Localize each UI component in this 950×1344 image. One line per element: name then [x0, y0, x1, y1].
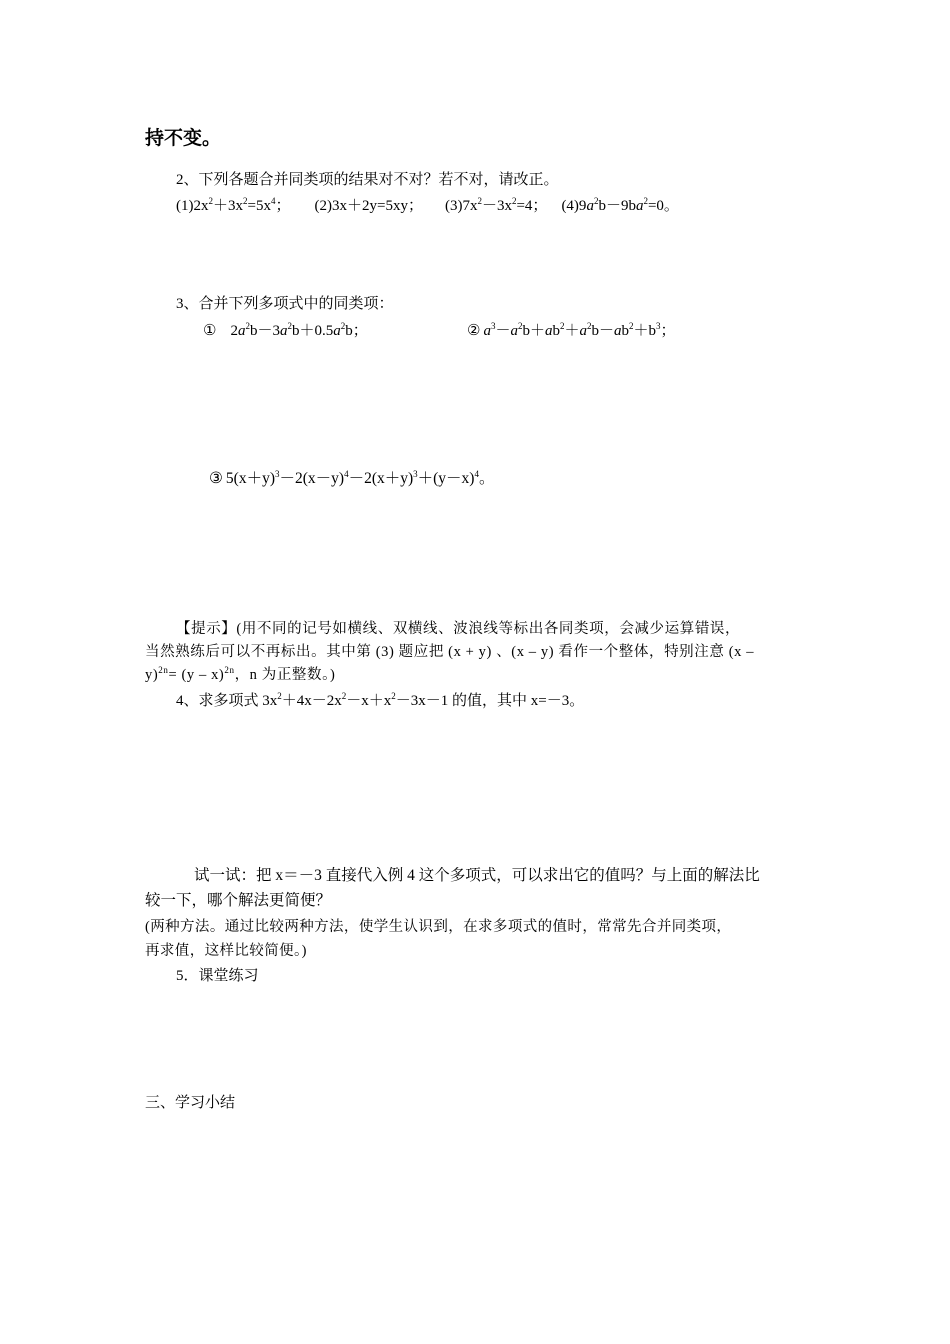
q2-item-2: (2)3x＋2y=5xy； [314, 198, 423, 214]
question-2-items [176, 197, 679, 215]
q3-item-2: ② $a^3-a^2b+ab^2+a^2b-ab^2+b^3$； [467, 321, 676, 339]
question-3-title: 3、合并下列多项式中的同类项： [176, 296, 394, 312]
q2-item-4: $(4)9a^2b-9ba^2=0$。 [561, 196, 679, 214]
try-note-line-1: (两种方法。通过比较两种方法，使学生认识到，在求多项式的值时，常常先合并同类项， [145, 919, 732, 935]
q2-item-1: $(1)2x^2+3x^2=5x^4$； [176, 196, 291, 214]
q2-item-3: $(3)7x^2-3x^2=4$； [444, 196, 548, 214]
question-2-title: 2、下列各题合并同类项的结果对不对？若不对，请改正。 [176, 172, 559, 188]
question-5: 5．课堂练习 [176, 968, 259, 984]
section-summary: 三、学习小结 [145, 1095, 236, 1111]
q3-item-1: ① $2a^2b-3a^2b+0.5a^2b$； [203, 321, 368, 339]
hint-line-3: y)$^{2n}$= (y – x)$^{2n}$，n 为正整数。) [145, 665, 336, 683]
try-line-1: 试一试：把 x＝－3 直接代入例 4 这个多项式，可以求出它的值吗？与上面的解法比 [194, 867, 760, 884]
hint-line-2: 当然熟练后可以不再标出。其中第 (3) 题应把 (x + y) 、(x – y) 看作一个整体，特别注意 (x – [145, 644, 755, 660]
try-note-line-2: 再求值，这样比较简便。) [145, 943, 307, 959]
heading-continuation: 持不变。 [145, 128, 222, 149]
question-4: 4、求多项式 $3x^2+4x-2x^2-x+x^2-3x-1$ 的值，其中 x=－3。 [176, 691, 585, 709]
try-line-2: 较一下，哪个解法更简便？ [145, 892, 332, 909]
hint-line-1: 【提示】(用不同的记号如横线、双横线、波浪线等标出各同类项，会减少运算错误， [176, 621, 741, 637]
q3-item-3: ③ $5(x+y)^3-2(x-y)^4-2(x+y)^3+(y-x)^4$。 [209, 469, 495, 487]
